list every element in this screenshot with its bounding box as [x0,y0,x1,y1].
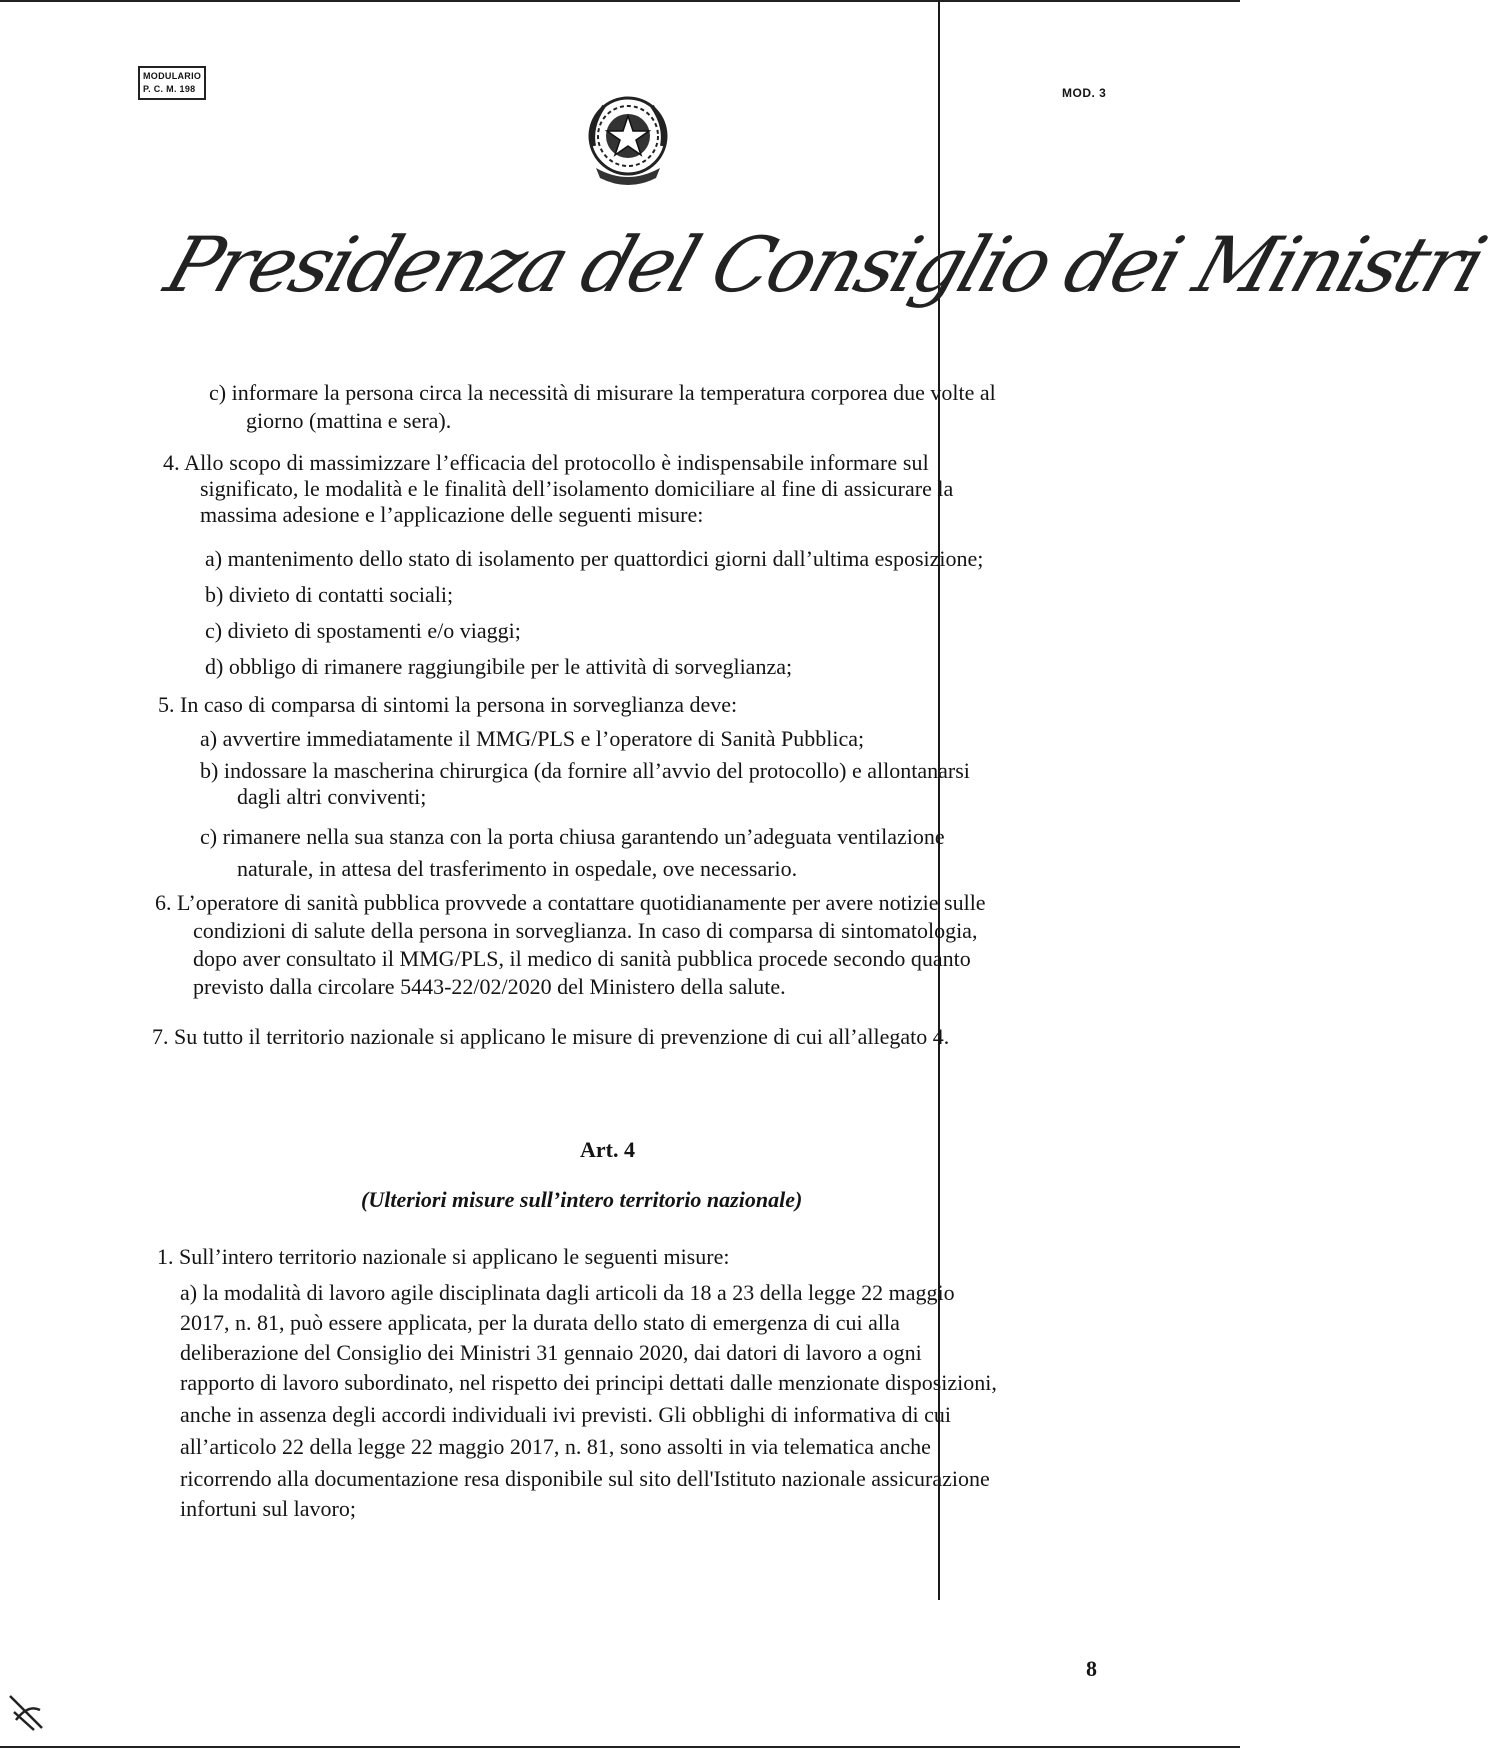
italian-republic-emblem-icon [582,86,674,194]
form-code: MOD. 3 [1062,86,1107,100]
art4-item-a-line-4: rapporto di lavoro subordinato, nel rispetto dei principi dettati dalle menzionate disposizioni, [180,1370,997,1395]
art4-item-a-line-7: ricorrendo alla documentazione resa disponibile sul sito dell'Istituto nazionale assicurazione [180,1466,990,1491]
modulario-stamp [138,66,206,100]
para-5-line-1: 5. In caso di comparsa di sintomi la persona in sorveglianza deve: [158,692,738,717]
para-4-item-c: c) divieto di spostamenti e/o viaggi; [205,618,521,643]
line-c-temperature-cont: giorno (mattina e sera). [246,408,452,433]
para-4-line-2: significato, le modalità e le finalità dell’isolamento domiciliare al fine di assicurare la [200,476,954,501]
para-4-line-1: 4. Allo scopo di massimizzare l’efficacia del protocollo è indispensabile informare sul [163,450,929,475]
article-title: Art. 4 [580,1137,635,1162]
art4-item-a-line-3: deliberazione del Consiglio dei Ministri 31 gennaio 2020, dai datori di lavoro a ogni [180,1340,922,1365]
line-c-temperature: c) informare la persona circa la necessità di misurare la temperatura corporea due volte al [209,380,996,405]
stamp-line-1: MODULARIO [143,71,202,81]
institution-letterhead: Presidenza del Consiglio dei Ministri [155,220,1494,309]
para-4-item-b: b) divieto di contatti sociali; [205,582,454,607]
scan-border-top [0,0,1240,2]
art4-item-a-line-8: infortuni sul lavoro; [180,1496,356,1521]
article-subtitle: (Ulteriori misure sull’intero territorio nazionale) [361,1187,803,1212]
para-4-item-a: a) mantenimento dello stato di isolamento per quattordici giorni dall’ultima esposizione; [205,546,984,571]
para-6-line-1: 6. L’operatore di sanità pubblica provvede a contattare quotidianamente per avere notizie sulle [155,890,986,915]
stamp-line-2: P. C. M. 198 [143,84,196,94]
para-5-item-c-cont: naturale, in attesa del trasferimento in ospedale, ove necessario. [237,856,798,881]
para-4-line-3: massima adesione e l’applicazione delle seguenti misure: [200,502,704,527]
para-6-line-3: dopo aver consultato il MMG/PLS, il medico di sanità pubblica procede secondo quanto [193,946,971,971]
art4-item-a-line-1: a) la modalità di lavoro agile disciplinata dagli articoli da 18 a 23 della legge 22 maggio [180,1280,955,1305]
handwritten-mark-icon [6,1690,46,1734]
art4-item-a-line-6: all’articolo 22 della legge 22 maggio 2017, n. 81, sono assolti in via telematica anche [180,1434,931,1459]
para-5-item-b: b) indossare la mascherina chirurgica (da fornire all’avvio del protocollo) e allontanarsi [200,758,970,783]
para-6-line-4: previsto dalla circolare 5443-22/02/2020 del Ministero della salute. [193,974,786,999]
art4-para-1: 1. Sull’intero territorio nazionale si applicano le seguenti misure: [157,1244,730,1269]
para-5-item-a: a) avvertire immediatamente il MMG/PLS e l’operatore di Sanità Pubblica; [200,726,865,751]
art4-item-a-line-5: anche in assenza degli accordi individuali ivi previsti. Gli obblighi di informativa di cui [180,1402,952,1427]
para-5-item-b-cont: dagli altri conviventi; [237,784,427,809]
para-4-item-d: d) obbligo di rimanere raggiungibile per le attività di sorveglianza; [205,654,793,679]
para-7: 7. Su tutto il territorio nazionale si applicano le misure di prevenzione di cui all’allegato 4. [152,1024,950,1049]
art4-item-a-line-2: 2017, n. 81, può essere applicata, per la durata dello stato di emergenza di cui alla [180,1310,900,1335]
page-number: 8 [1086,1656,1097,1681]
para-6-line-2: condizioni di salute della persona in sorveglianza. In caso di comparsa di sintomatologia, [193,918,978,943]
para-5-item-c: c) rimanere nella sua stanza con la porta chiusa garantendo un’adeguata ventilazione [200,824,945,849]
scan-border-bottom [0,1746,1240,1748]
